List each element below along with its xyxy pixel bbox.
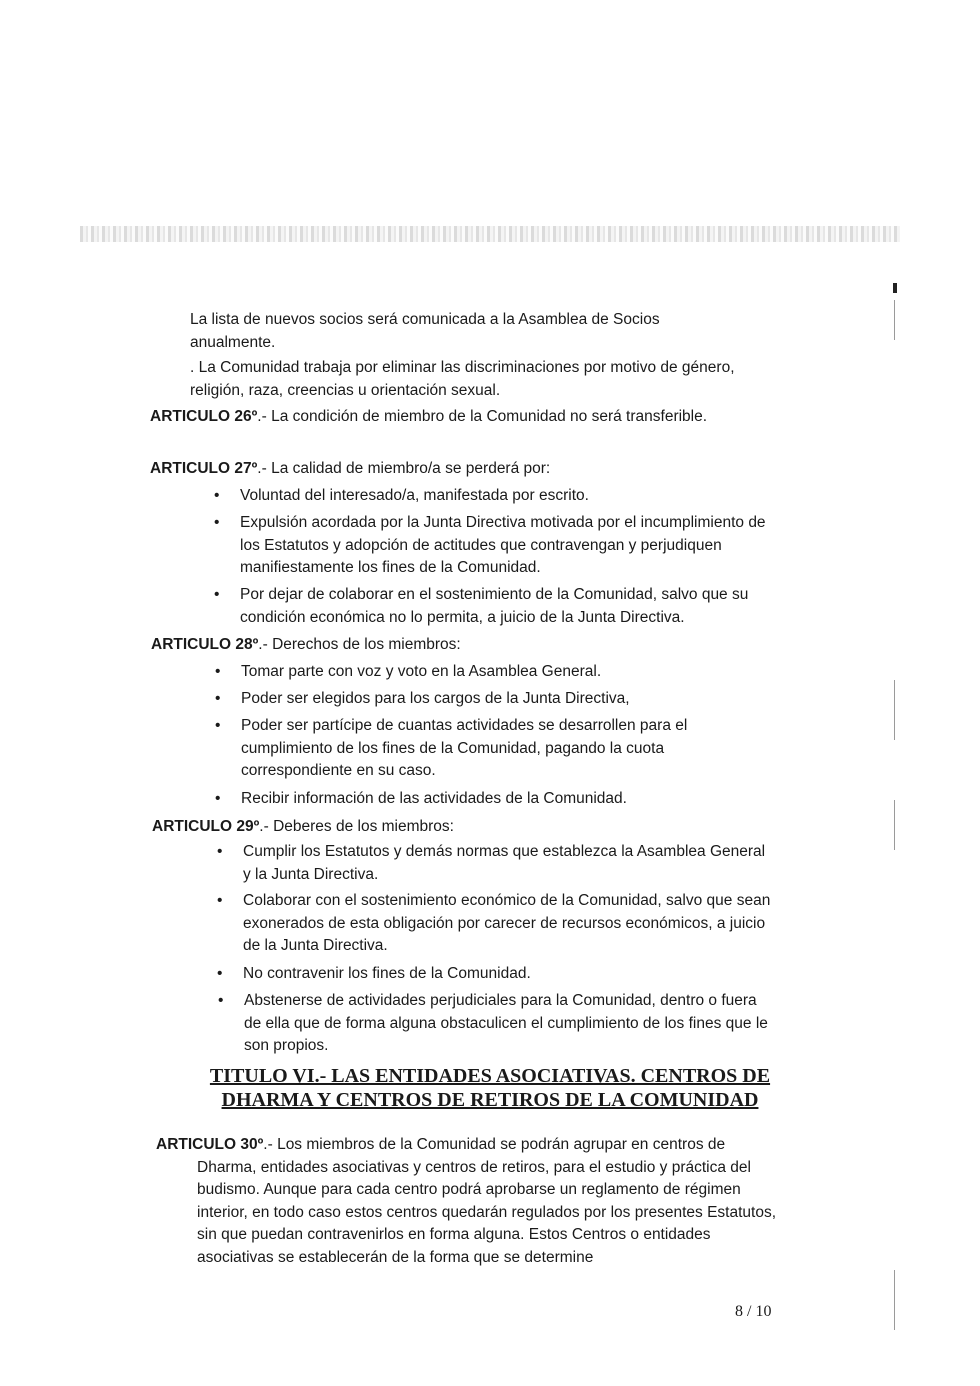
bullet-icon: •	[214, 487, 220, 504]
scan-edge-line	[894, 800, 895, 850]
article-text: .- Derechos de los miembros:	[258, 636, 461, 653]
scan-edge-line	[894, 680, 895, 740]
bullet-icon: •	[215, 663, 221, 680]
bullet-icon: •	[217, 892, 223, 909]
paragraph-new-members: La lista de nuevos socios será comunicada a la Asamblea de Socios anualmente.	[190, 311, 660, 351]
bullet-icon: •	[217, 843, 223, 860]
scan-edge-line	[894, 1270, 895, 1330]
bullet-icon: •	[214, 586, 220, 603]
article-27	[150, 458, 790, 481]
article-28	[151, 634, 791, 657]
article-text: .- Los miembros de la Comunidad se podrán agrupar en centros de Dharma, entidades asociativas y centros de retiros, para el estudio y práctica del budismo. Aunque para cada centro podrá aprobarse un reglamento de régimen interior, en todo caso estos centros quedarán regulados por los presentes Estatutos, sin que puedan contravenirlos en forma alguna. Estos Centros o entidades asociativas se establecerán de la forma que se determine	[197, 1136, 777, 1266]
list-item: • Expulsión acordada por la Junta Directiva motivada por el incumplimiento de los Estatutos y adopción de actitudes que contravengan y perjudiquen manifiestamente los fines de la Comunidad.	[214, 514, 766, 576]
article-text: .- Deberes de los miembros:	[259, 818, 454, 835]
article-heading: ARTICULO 28º	[151, 636, 259, 653]
bullet-icon: •	[215, 690, 221, 707]
scan-edge-line	[894, 300, 895, 340]
list-item: • Recibir información de las actividades de la Comunidad.	[241, 788, 771, 811]
list-item: • Poder ser elegidos para los cargos de la Junta Directiva,	[241, 688, 771, 711]
list-item: • Tomar parte con voz y voto en la Asamblea General.	[241, 661, 771, 684]
article-heading: ARTICULO 26º	[150, 408, 258, 425]
list-item: • Cumplir los Estatutos y demás normas que establezca la Asamblea General y la Junta Directiva.	[217, 843, 766, 883]
article-heading: ARTICULO 27º	[150, 460, 258, 477]
section-title: TITULO VI.- LAS ENTIDADES ASOCIATIVAS. CENTROS DE DHARMA Y CENTROS DE RETIROS DE LA COMUNIDAD	[209, 1065, 771, 1111]
article-26	[150, 406, 790, 429]
article-heading: ARTICULO 29º	[152, 818, 260, 835]
list-item: • Poder ser partícipe de cuantas actividades se desarrollen para el cumplimiento de los fines de la Comunidad, pagando la cuota correspondiente en su caso.	[215, 717, 688, 779]
bullet-icon: •	[214, 514, 220, 531]
list-item: • Abstenerse de actividades perjudiciales para la Comunidad, dentro o fuera de ella que de forma alguna obstaculicen el cumplimiento de los fines que le son propios.	[218, 992, 768, 1054]
list-item: • Por dejar de colaborar en el sostenimiento de la Comunidad, salvo que su condición económica no lo permita, a juicio de la Junta Directiva.	[214, 586, 749, 626]
bullet-icon: •	[215, 790, 221, 807]
scan-edge-mark	[893, 283, 897, 293]
list-item: • No contravenir los fines de la Comunidad.	[243, 963, 773, 986]
paragraph-discrimination: . La Comunidad trabaja por eliminar las discriminaciones por motivo de género, religión, raza, creencias u orientación sexual.	[190, 359, 735, 399]
bullet-icon: •	[215, 717, 221, 734]
article-text: .- La condición de miembro de la Comunidad no será transferible.	[257, 408, 708, 425]
bullet-icon: •	[218, 992, 224, 1009]
article-29	[152, 816, 792, 839]
article-text: .- La calidad de miembro/a se perderá por:	[257, 460, 551, 477]
scan-artifact-band	[80, 226, 900, 242]
page-number: 8 / 10	[735, 1303, 772, 1320]
list-item: • Voluntad del interesado/a, manifestada por escrito.	[240, 485, 770, 508]
bullet-icon: •	[217, 965, 223, 982]
list-item: • Colaborar con el sostenimiento económico de la Comunidad, salvo que sean exonerados de esta obligación por carecer de recursos económicos, a juicio de la Junta Directiva.	[217, 892, 771, 954]
article-heading: ARTICULO 30º	[156, 1136, 264, 1153]
article-30	[156, 1134, 787, 1269]
